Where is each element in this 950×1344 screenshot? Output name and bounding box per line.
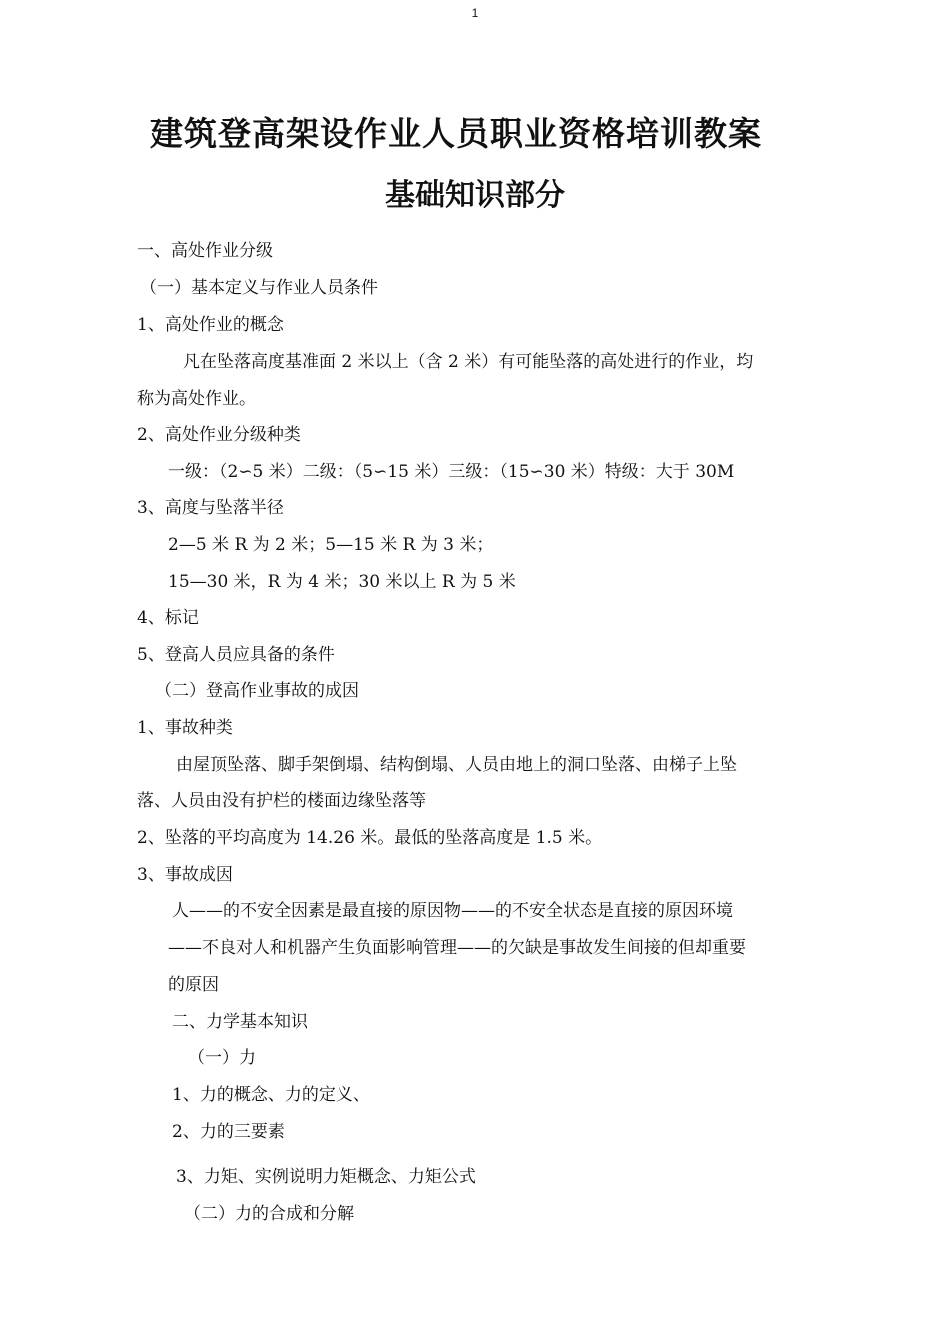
document-title: 建筑登高架设作业人员职业资格培训教案 [150, 114, 762, 153]
paragraph-line: 一级：（2∽5 米）二级：（5∽15 米）三级：（15∽30 米）特级：大于 30M [168, 462, 735, 482]
subsection-heading: （二）力的合成和分解 [184, 1204, 354, 1224]
item-heading: 3、力矩、实例说明力矩概念、力矩公式 [176, 1167, 476, 1187]
item-heading: 4、标记 [137, 608, 199, 628]
item-heading: 2、高处作业分级种类 [137, 425, 301, 445]
paragraph-line: ——不良对人和机器产生负面影响管理——的欠缺是事故发生间接的但却重要 [168, 938, 746, 958]
paragraph-line: 由屋顶坠落、脚手架倒塌、结构倒塌、人员由地上的洞口坠落、由梯子上坠 [176, 755, 737, 775]
item-heading: 3、高度与坠落半径 [137, 498, 284, 518]
subsection-heading: （二）登高作业事故的成因 [155, 681, 359, 701]
paragraph-line: 落、人员由没有护栏的楼面边缘坠落等 [137, 791, 426, 811]
paragraph-line: 人——的不安全因素是最直接的原因物——的不安全状态是直接的原因环境 [172, 901, 733, 921]
page-number: 1 [471, 6, 479, 20]
paragraph-line: 15—30 米，R 为 4 米；30 米以上 R 为 5 米 [168, 572, 516, 592]
item-heading: 5、登高人员应具备的条件 [137, 645, 335, 665]
subsection-heading: （一）力 [188, 1048, 256, 1068]
section-heading: 二、力学基本知识 [172, 1012, 308, 1032]
item-heading: 1、事故种类 [137, 718, 233, 738]
paragraph-line: 2、坠落的平均高度为 14.26 米。最低的坠落高度是 1.5 米。 [137, 828, 603, 848]
section-heading: 一、高处作业分级 [137, 241, 273, 261]
paragraph-line: 2—5 米 R 为 2 米；5—15 米 R 为 3 米； [168, 535, 494, 555]
item-heading: 1、高处作业的概念 [137, 315, 284, 335]
subsection-heading: （一）基本定义与作业人员条件 [140, 278, 378, 298]
paragraph-line: 凡在坠落高度基准面 2 米以上（含 2 米）有可能坠落的高处进行的作业，均 [183, 352, 754, 372]
paragraph-line: 称为高处作业。 [137, 389, 256, 409]
document-subtitle: 基础知识部分 [385, 178, 565, 213]
item-heading: 2、力的三要素 [172, 1122, 285, 1142]
item-heading: 3、事故成因 [137, 865, 233, 885]
item-heading: 1、力的概念、力的定义、 [172, 1085, 370, 1105]
paragraph-line: 的原因 [168, 975, 219, 995]
